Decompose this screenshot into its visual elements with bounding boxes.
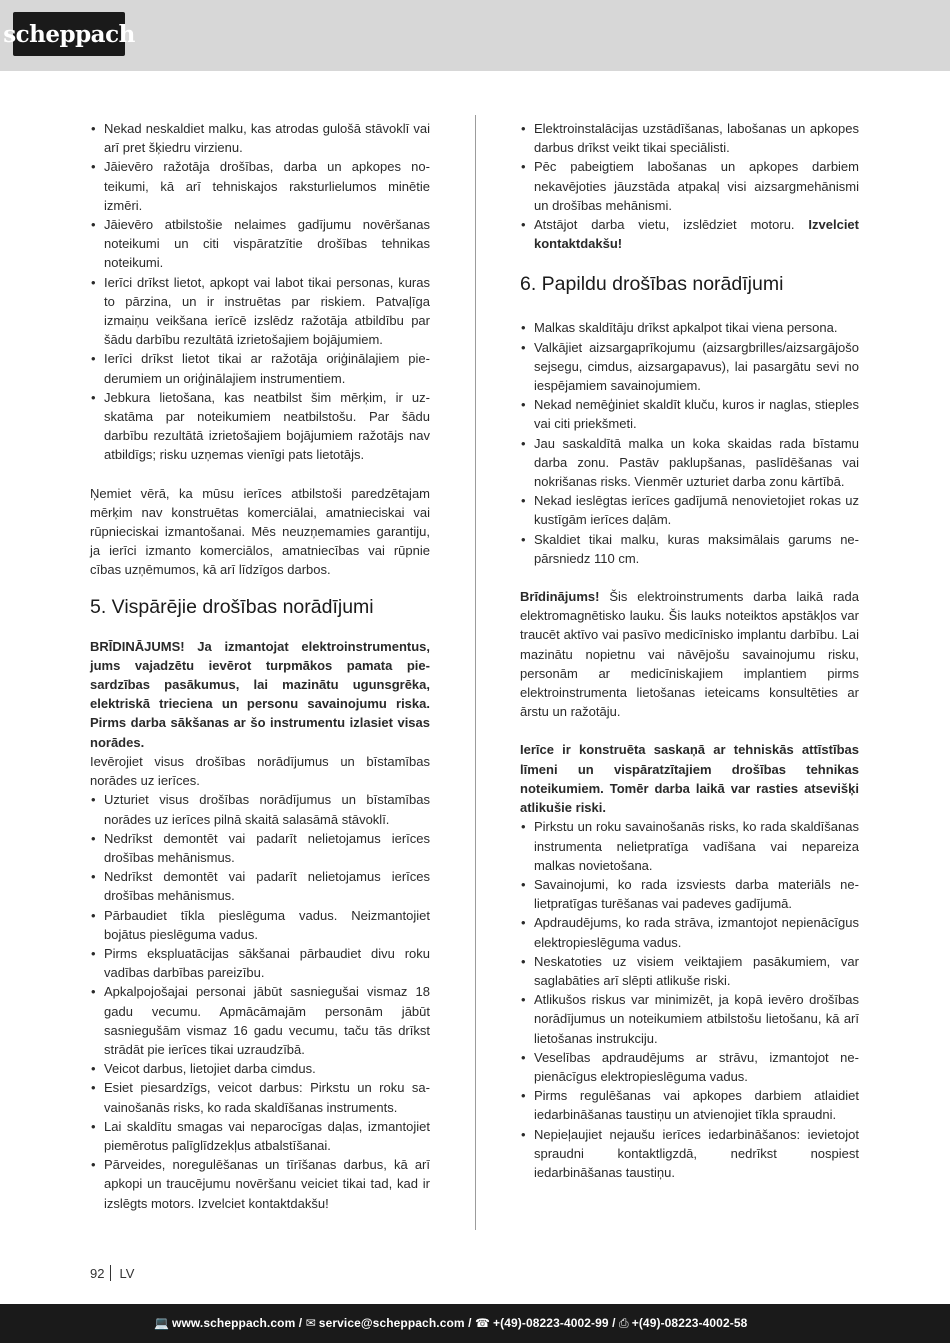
bullet-list <box>520 817 859 1182</box>
scheppach-logo <box>3 12 135 56</box>
list-item: • Apkalpojošajai personai jābūt sasniegušai vismaz 18 gadu vecumu. Apmācāmajām personām jābūt sasniegušām vismaz 16 gadu vecumu, taču tās drīkst strādāt pie ierīces tikai uzraudzībā. <box>90 982 430 1059</box>
list-item: • Ierīci drīkst lietot, apkopt vai labot tikai personas, kuras to pārzina, un ir instruētas par riskiem. Patvaļīga izmaiņu veikšana ierīcē izslēdz ražotāja atbildību par šādu darbību rezultātā izrietošajiem bojājumiem. <box>90 273 430 350</box>
list-item: • Pārbaudiet tīkla pieslēguma vadus. Neizmantojiet bojātus pieslēguma vadus. <box>90 906 430 944</box>
list-item: • Pārveides, noregulēšanas un tīrīšanas darbus, kā arī apkopi un traucējumu novēršanu veiciet tikai tad, kad ir izslēgts motors. Izvelciet kontaktdakšu! <box>90 1155 430 1213</box>
list-item: • Neskatoties uz visiem veiktajiem pasākumiem, var saglabāties arī slēpti atlikuše riski. <box>520 952 859 990</box>
column-divider <box>475 115 476 1230</box>
list-item: • Atlikušos riskus var minimizēt, ja kopā ievēro drošības norādījumus un noteikumiem atbilstošu lietošanu, kā arī lietošanas instrukciju. <box>520 990 859 1048</box>
list-item: • Veselības apdraudējums ar strāvu, izmantojot nepienācīgus elektropieslēguma vadus. <box>520 1048 859 1086</box>
list-item: • Lai skaldītu smagas vai neparocīgas daļas, izmantojiet piemērotus palīglīdzekļus atbalstīšanai. <box>90 1117 430 1155</box>
bullet-list <box>520 318 859 568</box>
page-number-separator <box>110 1265 111 1281</box>
bullet-list <box>90 752 430 1213</box>
list-item: • Uzturiet visus drošības norādījumus un bīstamības norādes uz ierīces pilnā skaitā salasāmā stāvoklī. <box>90 790 430 828</box>
right-column <box>520 119 859 1182</box>
emf-warning-label: Brīdinājums! <box>520 589 600 605</box>
list-item: • Savainojumi, ko rada izsviests darba materiāls nelietpratīgas turēšanas vai padeves gadījumā. <box>520 875 859 913</box>
list-item: • Veicot darbus, lietojiet darba cimdus. <box>90 1059 430 1078</box>
list-item: • Nepieļaujiet nejaušu ierīces iedarbināšanos: ievietojot spraudni kontaktligzdā, nedrīkst nospiest iedarbināšanas taustiņu. <box>520 1125 859 1183</box>
list-item: • Nedrīkst demontēt vai padarīt nelietojamus ierīces drošības mehānismus. <box>90 867 430 905</box>
page-number-value: 92 <box>90 1265 105 1281</box>
list-item: • Nedrīkst demontēt vai padarīt nelietojamus ierīces drošības mehānismus. <box>90 829 430 867</box>
list-item: • Skaldiet tikai malku, kuras maksimālais garums nepārsniedz 110 cm. <box>520 530 859 568</box>
list-item: • Ierīci drīkst lietot tikai ar ražotāja oriģinālajiem piederumiem un oriģinālajiem instrumentiem. <box>90 349 430 387</box>
footer-contact <box>154 1316 747 1331</box>
list-item: • Elektroinstalācijas uzstādīšanas, labošanas un apkopes darbus drīkst veikt tikai speciālisti. <box>520 119 859 157</box>
phone-icon: ☎ <box>474 1316 491 1330</box>
emf-warning <box>520 587 859 721</box>
list-item: • Nekad neskaldiet malku, kas atrodas gulošā stāvoklī vai arī pret šķiedru virzienu. <box>90 119 430 157</box>
list-item: • Pirms regulēšanas vai apkopes darbiem atlaidiet iedarbināšanas taustiņu un atvienojiet tīkla spraudni. <box>520 1086 859 1124</box>
footer-phone: +(49)-08223-4002-99 / <box>493 1316 616 1330</box>
list-item: • Pirkstu un roku savainošanās risks, ko rada skaldīšanas instrumenta nelietpratīga vadīšana vai nepareiza malkas novietošana. <box>520 817 859 875</box>
page-header <box>0 0 950 71</box>
list-item: • Pirms ekspluatācijas sākšanai pārbaudiet divu roku vadības darbības pareizību. <box>90 944 430 982</box>
footer-email[interactable]: service@scheppach.com / <box>318 1316 472 1330</box>
bullet-list <box>520 119 859 253</box>
fax-icon: ⎙ <box>619 1316 629 1330</box>
list-item: • Valkājiet aizsargaprīkojumu (aizsargbrilles/aizsargājošo sejsegu, cimdus, aizsargapavus), lai pasargātu sevi no iespējamiem savainojumiem. <box>520 338 859 396</box>
footer-website[interactable]: www.scheppach.com / <box>172 1316 303 1330</box>
residual-risk-intro: Ierīce ir konstruēta saskaņā ar tehniskās attīstības līmeni un vispāratzītajiem drošības tehnikas noteikumiem. Tomēr darba laikā var rasties atsevišķi atlikušie riski. <box>520 742 859 816</box>
list-item <box>520 215 859 253</box>
bullet-list <box>90 119 430 465</box>
intro-line <box>90 752 430 790</box>
footer-fax: +(49)-08223-4002-58 <box>631 1316 748 1330</box>
computer-icon: 💻 <box>154 1316 170 1330</box>
intro-text: Ievērojiet visus drošības norādījumus un bīstamības norādes uz ierīces. <box>90 753 430 789</box>
list-item-text: Atstājot darba vietu, izslēdziet motoru. <box>534 217 795 233</box>
usage-note: Ņemiet vērā, ka mūsu ierīces atbilstoši paredzētajam mērķim nav konstruētas komerciālai, amatnieciskai vai rūpnieciskai izmantošanai. Mēs neuzņemamies garantiju, ja ierīci izmanto komerciālos, amatniecības vai rūpnie cības uzņēmumos, kā arī līdzīgos darbos. <box>90 485 430 578</box>
warning-label: BRĪDINĀJUMS! <box>90 638 185 654</box>
mail-icon: ✉ <box>305 1316 316 1330</box>
left-column <box>90 119 430 1213</box>
list-item: • Esiet piesardzīgs, veicot darbus: Pirkstu un roku savainošanās risks, ko rada skaldīšanas instruments. <box>90 1078 430 1116</box>
list-item: • Pēc pabeigtiem labošanas un apkopes darbiem nekavējoties jāuzstāda atpakaļ visi aizsargmehānismi un drošības mehānismi. <box>520 157 859 215</box>
warning-paragraph <box>90 637 430 752</box>
list-item: • Nekad nemēģiniet skaldīt kluču, kuros ir naglas, stieples vai citi priekšmeti. <box>520 395 859 433</box>
emf-warning-text: Šis elektroinstruments darba laikā rada elektromagnētisko lauku. Šis lauks noteiktos apstākļos var traucēt aktīvo vai pasīvo medicīnisko implantu darbību. Lai mazinātu nopietnu vai nāvējošu savainojumu risku, personām ar medicīniskajiem implantiem pirms elektroinstrumenta lietošanas ieteicams konsultēties ar ārstu un ražotāju. <box>520 589 859 720</box>
page-footer <box>0 1304 950 1343</box>
section-heading-5: 5. Vispārējie drošības norādījumi <box>90 595 374 618</box>
list-item-bold: Izvelciet kontaktdakšu! <box>534 217 859 252</box>
logo-text: scheppach <box>3 20 135 48</box>
list-item: • Jebkura lietošana, kas neatbilst šim mērķim, ir uzskatāma par noteikumiem neatbilstošu. Par šādu darbību rezultātā izrietošajiem bojājumiem ražotājs nav atbildīgs; risku uzņemas vienīgi pats lietotājs. <box>90 388 430 465</box>
page-number <box>90 1265 134 1281</box>
section-heading-6: 6. Papildu drošības norādījumi <box>520 273 784 296</box>
list-item: • Nekad ieslēgtas ierīces gadījumā nenovietojiet rokas uz kustīgām ierīces daļām. <box>520 491 859 529</box>
list-item: • Apdraudējums, ko rada strāva, izmantojot nepienācīgus elektropieslēguma vadus. <box>520 913 859 951</box>
list-item: • Malkas skaldītāju drīkst apkalpot tikai viena persona. <box>520 318 859 337</box>
page-language: LV <box>119 1265 135 1281</box>
list-item: • Jau saskaldītā malka un koka skaidas rada bīstamu darba zonu. Pastāv paklupšanas, paslīdēšanas vai nokrišanas risks. Vienmēr uzturiet darba zonu kārtībā. <box>520 434 859 492</box>
list-item: • Jāievēro ražotāja drošības, darba un apkopes noteikumi, kā arī tehniskajos raksturlielumos minētie izmēri. <box>90 157 430 215</box>
warning-text: Ja izmantojat elektroinstrumentus, jums vajadzētu ievērot turpmākos pamata piesardzības pasākumus, lai mazinātu ugunsgrēka, elektriskā trieciena un personu savainojumu riska. Pirms darba sākšanas ar šo instrumentu izlasiet visas norādes. <box>90 638 430 750</box>
list-item: • Jāievēro atbilstošie nelaimes gadījumu novēršanas noteikumi un citi vispāratzītie drošības tehnikas noteikumi. <box>90 215 430 273</box>
